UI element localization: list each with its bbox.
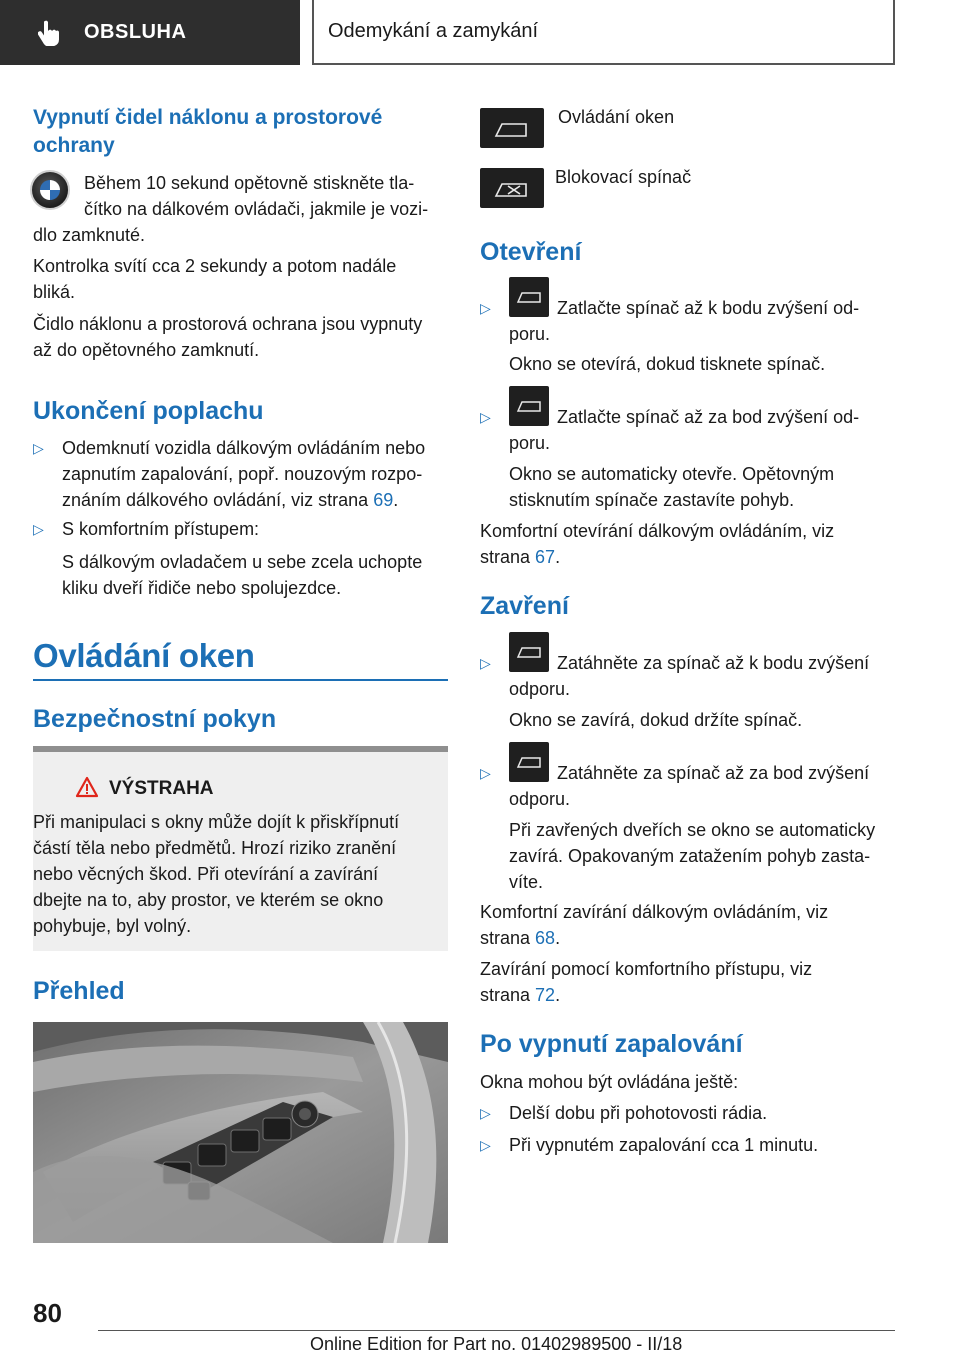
ignition-b2: Při vypnutém zapalování cca 1 minutu.: [509, 1135, 819, 1155]
open-b1-sub: Okno se otevírá, dokud tisknete spínač.: [509, 354, 826, 374]
page-link-67[interactable]: 67: [535, 547, 556, 567]
heading-window-control: Ovládání oken: [33, 637, 255, 674]
window-switch-icon: [509, 386, 549, 426]
close-b1-sub: Okno se zavírá, dokud držíte spínač.: [509, 710, 803, 730]
tilt-line-3: dlo zamknuté.: [33, 225, 146, 245]
warning-line-4: dbejte na to, aby prostor, ve kterém se okno: [33, 890, 384, 910]
open-b2-line-2: poru.: [509, 433, 551, 453]
close-comfort-line-1: Zavírání pomocí komfortního přístupu, viz: [480, 959, 813, 979]
alarm-b2: S komfortním přístupem:: [62, 519, 260, 539]
warning-line-2: částí těla nebo předmětů. Hrozí riziko zranění: [33, 838, 397, 858]
heading-after-ignition: Po vypnutí zapalování: [480, 1030, 743, 1058]
section-title: OBSLUHA: [84, 21, 187, 43]
close-b2-sub-line-3: víte.: [509, 872, 544, 892]
close-comfort-line-2: strana 72.: [480, 985, 561, 1005]
open-b2-sub-line-2: stisknutím spínače zastavíte pohyb.: [509, 490, 795, 510]
warning-triangle-icon: [75, 776, 99, 798]
bullet-icon: ▷: [480, 1105, 491, 1121]
chapter-title: Odemykání a zamykání: [328, 20, 539, 42]
close-b2-sub-line-2: zavírá. Opakovaným zatažením pohyb zasta‐: [509, 846, 871, 866]
close-b1-line-2: odporu.: [509, 679, 571, 699]
window-switch-icon: [509, 742, 549, 782]
page-number: 80: [33, 1298, 62, 1328]
tilt-p3-line-1: Čidlo náklonu a prostorová ochrana jsou vypnuty: [33, 314, 423, 334]
warning-line-5: pohybuje, byl volný.: [33, 916, 192, 936]
header-section-tab: [0, 0, 300, 65]
bullet-icon: ▷: [33, 521, 44, 537]
close-b2-line-2: odporu.: [509, 789, 571, 809]
heading-end-alarm: Ukončení poplachu: [33, 397, 264, 425]
bullet-icon: ▷: [480, 1137, 491, 1153]
open-b2-line-1: Zatlačte spínač až za bod zvýšení od‐: [557, 407, 860, 427]
bullet-icon: ▷: [480, 655, 491, 671]
heading-open: Otevření: [480, 238, 582, 266]
legend-window-control: Ovládání oken: [558, 107, 675, 127]
close-b1-line-1: Zatáhněte za spínač až k bodu zvýšení: [557, 653, 870, 673]
footer-rule: [98, 1330, 895, 1331]
tilt-p2-line-2: bliká.: [33, 282, 76, 302]
edition-note: Online Edition for Part no. 01402989500 - II/18: [310, 1334, 683, 1354]
heading-rule: [33, 679, 448, 681]
heading-close: Zavření: [480, 592, 569, 620]
tilt-p3-line-2: až do opětovného zamknutí.: [33, 340, 260, 360]
page-link-72[interactable]: 72: [535, 985, 556, 1005]
warning-box: [33, 746, 448, 951]
bmw-logo-icon: [30, 170, 70, 210]
bullet-icon: ▷: [33, 440, 44, 456]
warning-title: VÝSTRAHA: [109, 778, 214, 799]
open-b2-sub-line-1: Okno se automaticky otevře. Opětovným: [509, 464, 835, 484]
bullet-icon: ▷: [480, 765, 491, 781]
alarm-b2-sub-line-2: kliku dveří řidiče nebo spolujezdce.: [62, 578, 342, 598]
legend-lock-switch: Blokovací spínač: [555, 167, 692, 187]
open-b1-line-1: Zatlačte spínač až k bodu zvýšení od‐: [557, 298, 860, 318]
warning-line-1: Při manipulaci s okny může dojít k přiskřípnutí: [33, 812, 400, 832]
alarm-b2-sub-line-1: S dálkovým ovladačem u sebe zcela uchopte: [62, 552, 423, 572]
bullet-icon: ▷: [480, 409, 491, 425]
alarm-b1-line-1: Odemknutí vozidla dálkovým ovládáním nebo: [62, 438, 426, 458]
close-b2-sub-line-1: Při zavřených dveřích se okno se automaticky: [509, 820, 876, 840]
alarm-b1-line-2: zapnutím zapalování, popř. nouzovým rozpo‐: [62, 464, 423, 484]
open-remote-line-1: Komfortní otevírání dálkovým ovládáním, viz: [480, 521, 835, 541]
ignition-text: Okna mohou být ovládána ještě:: [480, 1072, 739, 1092]
tilt-line-1: Během 10 sekund opětovně stiskněte tla‐: [84, 173, 415, 193]
window-switch-icon: [509, 277, 549, 317]
lock-switch-icon: [480, 168, 544, 208]
window-switch-icon: [509, 632, 549, 672]
page-link-69[interactable]: 69: [373, 490, 394, 510]
window-switch-icon: [480, 108, 544, 148]
hand-pointer-icon: [38, 20, 60, 46]
header-chapter: [312, 0, 895, 65]
bullet-icon: ▷: [480, 300, 491, 316]
page-link-68[interactable]: 68: [535, 928, 556, 948]
tilt-line-2: čítko na dálkovém ovládači, jakmile je vozi‐: [84, 199, 429, 219]
heading-overview: Přehled: [33, 977, 125, 1005]
close-remote-line-1: Komfortní zavírání dálkovým ovládáním, viz: [480, 902, 829, 922]
tilt-p2-line-1: Kontrolka svítí cca 2 sekundy a potom nadále: [33, 256, 397, 276]
alarm-b1-line-3: znáním dálkového ovládání, viz strana 69.: [62, 490, 399, 510]
close-remote-line-2: strana 68.: [480, 928, 561, 948]
heading-tilt-sensor: Vypnutí čidel náklonu a prostorové ochrany: [33, 106, 383, 157]
open-b1-line-2: poru.: [509, 324, 551, 344]
warning-line-3: nebo věcných škod. Při otevírání a zavírání: [33, 864, 379, 884]
ignition-b1: Delší dobu při pohotovosti rádia.: [509, 1103, 768, 1123]
door-panel-image: [33, 1022, 448, 1243]
heading-safety: Bezpečnostní pokyn: [33, 705, 277, 733]
close-b2-line-1: Zatáhněte za spínač až za bod zvýšení: [557, 763, 870, 783]
open-remote-line-2: strana 67.: [480, 547, 561, 567]
